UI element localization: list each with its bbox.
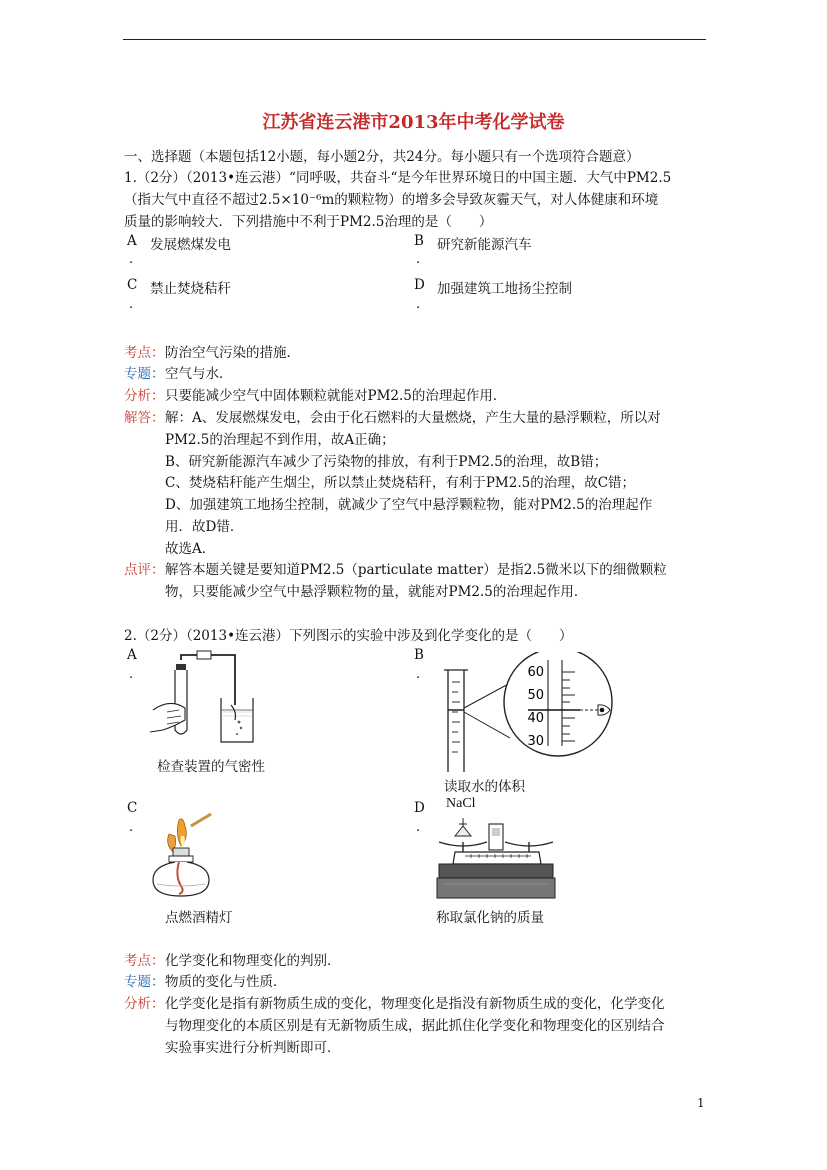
q1-jieda-line: D、加强建筑工地扬尘控制，就减少了空气中悬浮颗粒物，能对PM2.5的治理起作: [165, 497, 653, 513]
q1-kaodian-label: 考点：: [124, 345, 165, 361]
q1-option-a-text[interactable]: 发展燃煤发电: [150, 237, 231, 253]
read-volume-figure: [430, 652, 620, 774]
q1-option-b-dot: .: [416, 252, 421, 267]
q1-option-a-dot: .: [129, 252, 134, 267]
q2-option-d-letter[interactable]: D: [414, 800, 425, 816]
q1-option-c-letter: C: [127, 277, 138, 293]
q2-option-b-letter[interactable]: B: [414, 647, 424, 663]
q1-dianping-line: 解答本题关键是要知道PM2.5（particulate matter）是指2.5微米以下的细微颗粒: [165, 562, 667, 578]
page-title: 江苏省连云港市2013年中考化学试卷: [262, 112, 565, 133]
q2-option-d-caption: 称取氯化钠的质量: [436, 910, 544, 926]
q1-option-c-dot: .: [129, 297, 134, 312]
q1-jieda-line: PM2.5的治理起不到作用，故A正确；: [165, 432, 395, 448]
section-heading: 一、选择题（本题包括12小题，每小题2分，共24分。每小题只有一个选项符合题意）: [124, 149, 640, 165]
q1-zhuanti: 空气与水．: [165, 366, 233, 382]
q1-stem-line2: （指大气中直径不超过2.5×10⁻⁶m的颗粒物）的增多会导致灰霾天气，对人体健康和环境: [124, 192, 659, 208]
balance-figure: [435, 812, 557, 902]
nacl-label: NaCl: [446, 796, 476, 811]
q2-kaodian: 化学变化和物理变化的判别．: [165, 953, 341, 969]
q2-kaodian-label: 考点：: [124, 953, 165, 969]
q2-zhuanti: 物质的变化与性质．: [165, 974, 287, 990]
q1-option-b-text[interactable]: 研究新能源汽车: [437, 237, 532, 253]
q1-fenxi-label: 分析：: [124, 388, 165, 404]
q2-fenxi-line: 与物理变化的本质区别是有无新物质生成，据此抓住化学变化和物理变化的区别结合: [165, 1018, 665, 1034]
q1-dianping-label: 点评：: [124, 562, 165, 578]
q2-option-a-letter[interactable]: A: [127, 647, 137, 663]
header-rule: [123, 39, 706, 40]
q2-fenxi-line: 实验事实进行分析判断即可．: [165, 1040, 341, 1056]
q1-jieda-line: C、焚烧秸秆能产生烟尘，所以禁止焚烧秸秆，有利于PM2.5的治理，故C错；: [165, 475, 636, 491]
cylinder-tick-label: 50: [527, 688, 544, 703]
q2-option-c-letter[interactable]: C: [127, 800, 138, 816]
q2-fenxi-line: 化学变化是指有新物质生成的变化，物理变化是指没有新物质生成的变化，化学变化: [165, 996, 665, 1012]
q2-option-a-caption: 检查装置的气密性: [157, 759, 265, 775]
q1-jieda-line: 故选A．: [165, 541, 216, 557]
q2-stem: 2.（2分）（2013•连云港）下列图示的实验中涉及到化学变化的是（ ）: [124, 628, 573, 644]
q1-jieda-line: 解：A、发展燃煤发电，会由于化石燃料的大量燃烧，产生大量的悬浮颗粒，所以对: [165, 410, 661, 426]
q2-option-d-dot: .: [416, 820, 421, 835]
q2-option-a-dot: .: [129, 667, 134, 682]
q2-zhuanti-label: 专题：: [124, 974, 165, 990]
q1-option-d-dot: .: [416, 297, 421, 312]
q1-stem-line3: 质量的影响较大．下列措施中不利于PM2.5治理的是（ ）: [124, 214, 493, 230]
q1-zhuanti-label: 专题：: [124, 366, 165, 382]
q2-option-c-caption: 点燃酒精灯: [165, 910, 233, 926]
cylinder-tick-label: 60: [527, 665, 544, 680]
alcohol-lamp-figure: [145, 806, 225, 901]
airtightness-check-figure: [145, 650, 270, 750]
q1-dianping-line: 物，只要能减少空气中悬浮颗粒物的量，就能对PM2.5的治理起作用．: [165, 584, 588, 600]
q2-fenxi-label: 分析：: [124, 996, 165, 1012]
cylinder-tick-label: 30: [527, 734, 544, 749]
q1-option-d-letter: D: [414, 277, 425, 293]
q2-option-b-caption: 读取水的体积: [444, 779, 525, 795]
q1-option-d-text[interactable]: 加强建筑工地扬尘控制: [437, 281, 572, 297]
q2-option-c-dot: .: [129, 820, 134, 835]
q1-option-b-letter: B: [414, 233, 424, 249]
q1-jieda-line: B、研究新能源汽车减少了污染物的排放，有利于PM2.5的治理，故B错；: [165, 454, 608, 470]
q1-kaodian: 防治空气污染的措施．: [165, 345, 300, 361]
q1-fenxi: 只要能减少空气中固体颗粒就能对PM2.5的治理起作用．: [165, 388, 507, 404]
q1-jieda-label: 解答：: [124, 410, 165, 426]
q1-option-a-letter: A: [127, 233, 137, 249]
q1-option-c-text[interactable]: 禁止焚烧秸秆: [150, 281, 231, 297]
q1-jieda-line: 用．故D错．: [165, 519, 244, 535]
q2-option-b-dot: .: [416, 667, 421, 682]
page-number: 1: [697, 1096, 705, 1110]
q1-stem-line1: 1.（2分）（2013•连云港）“同呼吸，共奋斗“是今年世界环境日的中国主题．大气中PM2.5: [124, 170, 672, 186]
cylinder-tick-label: 40: [527, 711, 544, 726]
